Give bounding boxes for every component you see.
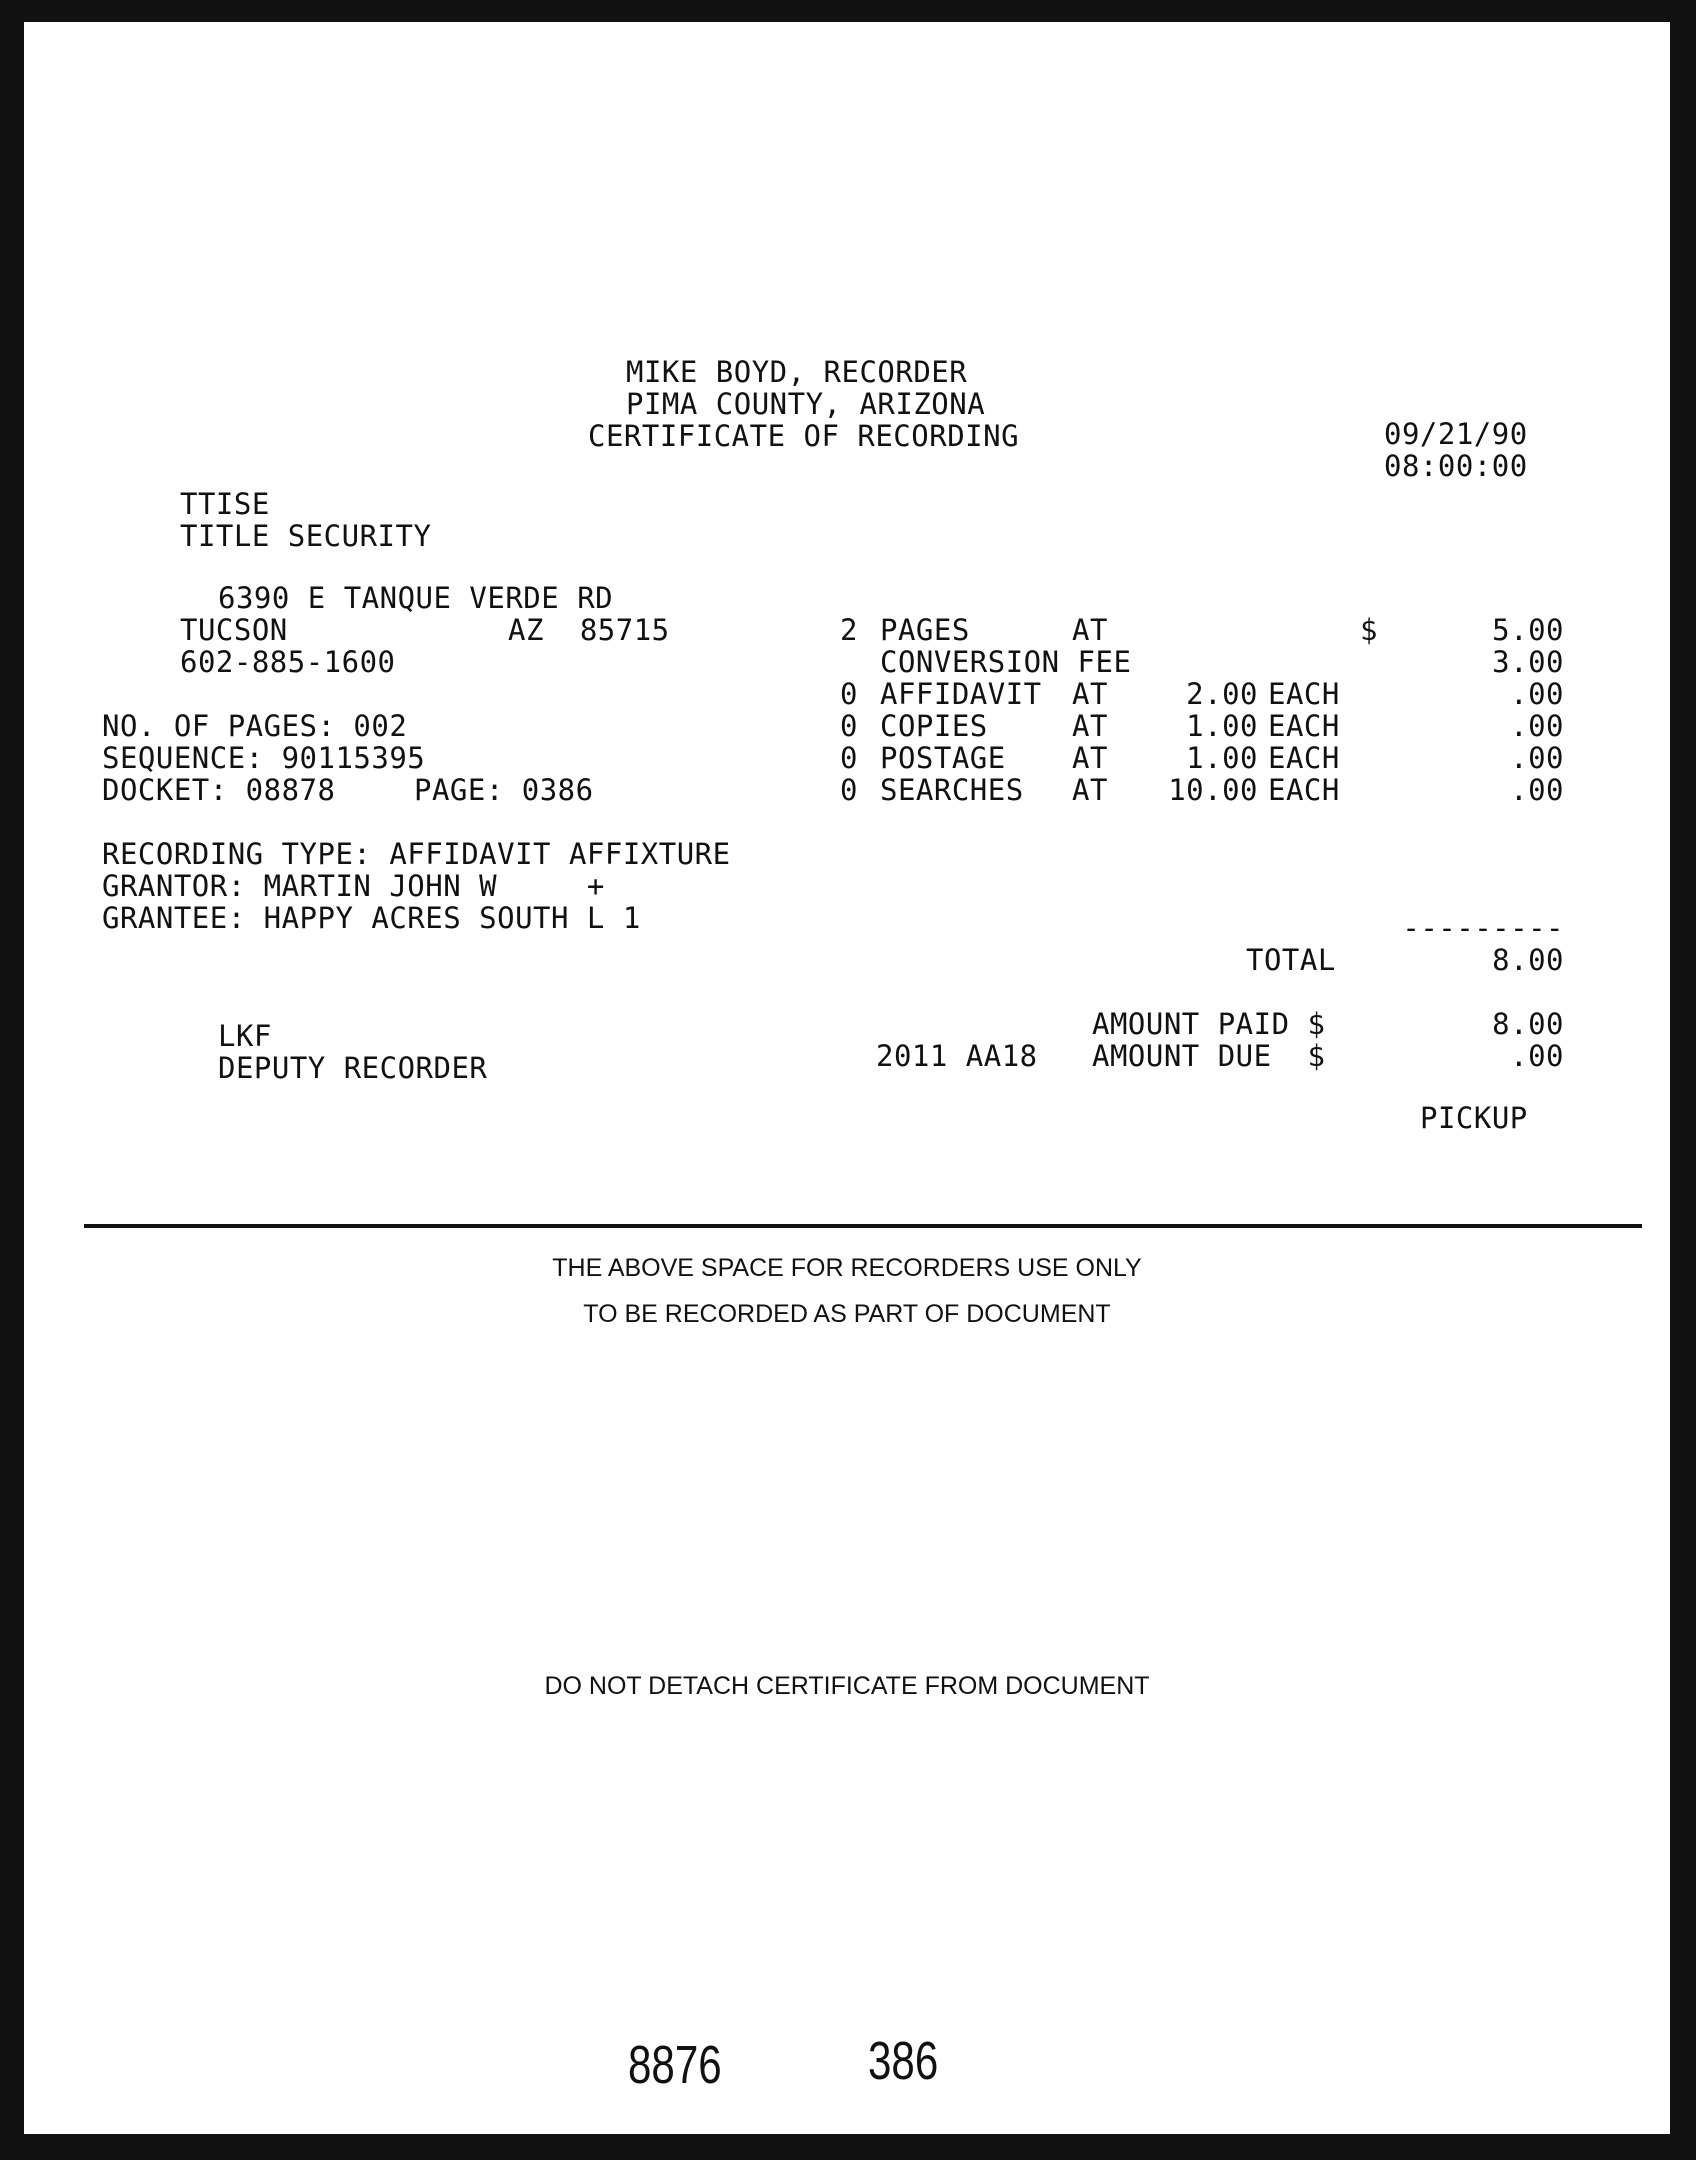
page-number: PAGE: 0386	[414, 773, 594, 807]
recording-time: 08:00:00	[1384, 449, 1528, 483]
total-separator: ---------	[1402, 911, 1564, 945]
fee-each: EACH	[1268, 773, 1340, 807]
fee-qty: 0	[840, 773, 858, 807]
amount-due: .00	[1510, 1039, 1564, 1073]
fee-at: AT	[1072, 741, 1108, 775]
fee-item: PAGES	[880, 613, 970, 647]
grantor: GRANTOR: MARTIN JOHN W +	[102, 869, 605, 903]
fee-item: POSTAGE	[880, 741, 1006, 775]
fee-amount: .00	[1510, 677, 1564, 711]
fee-amount: .00	[1510, 773, 1564, 807]
fee-amount: 3.00	[1492, 645, 1564, 679]
fee-rate: 1.00	[1186, 741, 1258, 775]
fee-qty: 0	[840, 741, 858, 775]
party-street: 6390 E TANQUE VERDE RD	[218, 581, 614, 615]
deputy-title: DEPUTY RECORDER	[218, 1051, 488, 1085]
fee-each: EACH	[1268, 677, 1340, 711]
fee-qty: 0	[840, 709, 858, 743]
section-divider	[84, 1224, 1642, 1228]
record-part-notice: TO BE RECORDED AS PART OF DOCUMENT	[583, 1300, 1111, 1328]
receipt-code: 2011 AA18	[876, 1039, 1038, 1073]
fee-each: EACH	[1268, 741, 1340, 775]
recorder-use-notice: THE ABOVE SPACE FOR RECORDERS USE ONLY	[552, 1254, 1142, 1282]
fee-at: AT	[1072, 773, 1108, 807]
recorder-name: MIKE BOYD, RECORDER	[626, 355, 968, 389]
fee-rate: 1.00	[1186, 709, 1258, 743]
total-label: TOTAL	[1246, 943, 1336, 977]
grantee: GRANTEE: HAPPY ACRES SOUTH L 1	[102, 901, 641, 935]
fee-item: SEARCHES	[880, 773, 1024, 807]
amount-paid: 8.00	[1492, 1007, 1564, 1041]
fee-at: AT	[1072, 709, 1108, 743]
fee-currency: $	[1360, 613, 1378, 647]
fee-at: AT	[1072, 613, 1108, 647]
stamp-docket-number: 8876	[628, 2035, 722, 2095]
fee-amount: .00	[1510, 741, 1564, 775]
docket-number: DOCKET: 08878	[102, 773, 336, 807]
amount-paid-label: AMOUNT PAID $	[1092, 1007, 1326, 1041]
party-name: TITLE SECURITY	[180, 519, 432, 553]
party-phone: 602-885-1600	[180, 645, 396, 679]
certificate-title: CERTIFICATE OF RECORDING	[588, 419, 1020, 453]
party-city: TUCSON	[180, 613, 288, 647]
number-of-pages: NO. OF PAGES: 002	[102, 709, 408, 743]
fee-rate: 10.00	[1168, 773, 1258, 807]
fee-item: COPIES	[880, 709, 988, 743]
amount-due-label: AMOUNT DUE $	[1092, 1039, 1326, 1073]
fee-each: EACH	[1268, 709, 1340, 743]
recording-date: 09/21/90	[1384, 417, 1528, 451]
total-amount: 8.00	[1492, 943, 1564, 977]
party-code: TTISE	[180, 487, 270, 521]
deputy-initials: LKF	[218, 1019, 272, 1053]
fee-amount: .00	[1510, 709, 1564, 743]
fee-item: AFFIDAVIT	[880, 677, 1042, 711]
do-not-detach-notice: DO NOT DETACH CERTIFICATE FROM DOCUMENT	[544, 1672, 1150, 1700]
recording-type: RECORDING TYPE: AFFIDAVIT AFFIXTURE	[102, 837, 731, 871]
fee-rate: 2.00	[1186, 677, 1258, 711]
party-state-zip: AZ 85715	[508, 613, 670, 647]
document-page	[24, 22, 1670, 2134]
fee-qty: 0	[840, 677, 858, 711]
fee-qty: 2	[840, 613, 858, 647]
fee-amount: 5.00	[1492, 613, 1564, 647]
fee-at: AT	[1072, 677, 1108, 711]
delivery-method: PICKUP	[1420, 1101, 1528, 1135]
sequence-number: SEQUENCE: 90115395	[102, 741, 426, 775]
county-name: PIMA COUNTY, ARIZONA	[626, 387, 986, 421]
stamp-page-number: 386	[868, 2031, 939, 2091]
fee-item: CONVERSION FEE	[880, 645, 1132, 679]
